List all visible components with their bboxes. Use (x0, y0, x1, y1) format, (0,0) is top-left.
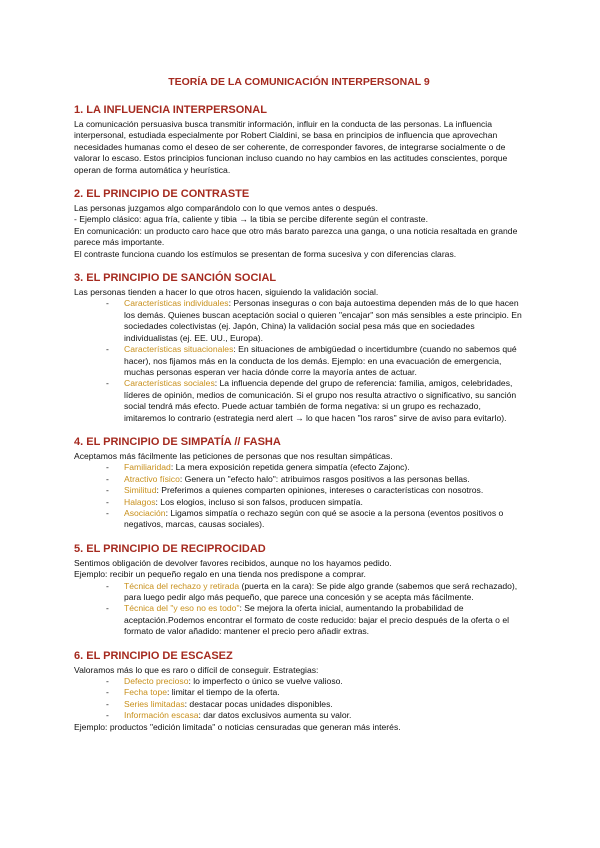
list-item (106, 508, 524, 531)
paragraph: En comunicación: un producto caro hace que otro más barato parezca una ganga, o una noticia resaltada en grande parece más importante. (74, 225, 518, 248)
section-heading: 2. EL PRINCIPIO DE CONTRASTE (74, 188, 250, 201)
bullet-list (74, 462, 524, 530)
list-item-term: Características individuales (124, 298, 229, 309)
list-item-term: Características situacionales (124, 344, 234, 355)
list-item-term: Información escasa (124, 710, 199, 721)
list-item-term: Características sociales (124, 378, 215, 389)
list-item-text: : destacar pocas unidades disponibles. (184, 698, 333, 709)
list-item (106, 710, 524, 721)
bullet-list (74, 581, 524, 638)
list-item-text: : Genera un "efecto halo": atribuimos rasgos positivos a las personas bellas. (179, 473, 470, 484)
list-item-term: Familiaridad (124, 462, 171, 473)
section-heading: 6. EL PRINCIPIO DE ESCASEZ (74, 649, 233, 662)
list-item-term: Técnica del rechazo y retirada (124, 580, 240, 591)
list-item-term: Fecha tope (124, 687, 167, 698)
list-item (106, 676, 524, 687)
paragraph: - Ejemplo clásico: agua fría, caliente y tibia → la tibia se percibe diferente según el contraste. (74, 214, 428, 225)
section-sancion-social (74, 272, 524, 424)
bullet-list (74, 298, 524, 423)
list-item (106, 603, 524, 637)
list-item-term: Halagos (124, 496, 156, 507)
section-simpatia (74, 436, 524, 531)
list-item-term: Series limitadas (124, 698, 185, 709)
paragraph: La comunicación persuasiva busca transmitir información, influir en la conducta de las personas. La influencia interpersonal, estudiada especialmente por Robert Cialdini, se basa en principios de influencia que aprovechan necesidades humanas como el deseo de ser coherente, de corresponder favores, de integrarse socialmente o de valorar lo escaso. Estos principios funcionan incluso cuando no hay cambios en las actitudes conscientes, porque operan de forma automática y heurística. (74, 119, 508, 175)
section-escasez (74, 650, 524, 733)
bullet-list (74, 676, 524, 722)
list-item-text: : limitar el tiempo de la oferta. (167, 687, 280, 698)
section-heading: 1. LA INFLUENCIA INTERPERSONAL (74, 104, 267, 116)
list-item (106, 474, 524, 485)
section-heading: 5. EL PRINCIPIO DE RECIPROCIDAD (74, 542, 266, 555)
list-item-term: Asociación (124, 507, 166, 518)
paragraph: Valoramos más lo que es raro o difícil de conseguir. Estrategias: (74, 664, 319, 675)
list-item (106, 462, 524, 473)
list-item-text: : Se mejora la oferta inicial, aumentando la probabilidad de aceptación.Podemos encontrar el formato de coste reducido: bajar el precio después de la oferta o el formato de valor añadido: mantener el precio pero añadir extras. (124, 603, 510, 637)
list-item-text: : dar datos exclusivos aumenta su valor. (198, 710, 352, 721)
list-item-term: Atractivo físico (124, 473, 180, 484)
list-item-text: : Los elogios, incluso si son falsos, producen simpatía. (155, 496, 363, 507)
list-item-text: : Ligamos simpatía o rechazo según con qué se asocie a la persona (eventos positivos o negativos, marcas, causas sociales). (124, 507, 504, 530)
list-item (106, 687, 524, 698)
list-item (106, 485, 524, 496)
paragraph: Ejemplo: productos "edición limitada" o noticias censuradas que generan más interés. (74, 721, 401, 732)
list-item-text: : En situaciones de ambigüedad o incertidumbre (cuando no sabemos qué hacer), nos fijamos más en la conducta de los demás. Ejemplo: en una evacuación de emergencia, muchas personas esperan ver hacia dónde corre la mayoría antes de actuar. (124, 344, 517, 377)
list-item (106, 298, 524, 344)
list-item-text: : La influencia depende del grupo de referencia: familia, amigos, celebridades, líderes de opinión, medios de comunicación. Si el grupo nos resulta atractivo o significativo, su sanción social tendrá más efecto. Puede actuar también de forma negativa: si un grupo es rechazado, imitaremos lo contrario (estrategia nerd alert → lo que hacen "los raros" sirve de aviso para evitarlo). (124, 378, 517, 423)
section-contraste (74, 188, 524, 260)
document-title: TEORÍA DE LA COMUNICACIÓN INTERPERSONAL 9 (168, 76, 430, 88)
list-item-text: : La mera exposición repetida genera simpatía (efecto Zajonc). (170, 462, 410, 473)
paragraph: Las personas tienden a hacer lo que otros hacen, siguiendo la validación social. (74, 287, 379, 298)
paragraph: Sentimos obligación de devolver favores recibidos, aunque no los hayamos pedido. (74, 557, 392, 568)
section-influencia (74, 104, 524, 176)
paragraph: Aceptamos más fácilmente las peticiones de personas que nos resultan simpáticas. (74, 450, 393, 461)
paragraph: El contraste funciona cuando los estímulos se presentan de forma sucesiva y con diferencias claras. (74, 248, 457, 259)
list-item (106, 699, 524, 710)
list-item (106, 378, 524, 424)
list-item (106, 497, 524, 508)
list-item-text: : Preferimos a quienes comparten opiniones, intereses o características con nosotros. (156, 485, 484, 496)
section-reciprocidad (74, 543, 524, 638)
section-heading: 3. EL PRINCIPIO DE SANCIÓN SOCIAL (74, 272, 277, 285)
list-item-text: (puerta en la cara): Se pide algo grande (sabemos que será rechazado), para luego pedir algo más pequeño, que parece una concesión y se acepta más fácilmente. (124, 580, 518, 602)
paragraph: Ejemplo: recibir un pequeño regalo en una tienda nos predispone a comprar. (74, 569, 366, 580)
list-item-term: Técnica del "y eso no es todo" (124, 603, 240, 614)
list-item (106, 344, 524, 378)
list-item (106, 581, 524, 604)
list-item-term: Defecto precioso (124, 676, 189, 687)
list-item-term: Similitud (124, 485, 157, 496)
section-heading: 4. EL PRINCIPIO DE SIMPATÍA // FASHA (74, 435, 281, 448)
list-item-text: : lo imperfecto o único se vuelve valioso. (188, 676, 343, 687)
paragraph: Las personas juzgamos algo comparándolo con lo que vemos antes o después. (74, 203, 378, 214)
list-item-text: : Personas inseguras o con baja autoestima dependen más de lo que hacen los demás. Quienes buscan aceptación social o quieren "encajar" son más sensibles a este principio. En sociedades colectivistas (ej. Japón, China) la validación social pesa más que en sociedades individualistas (ej. EE. UU., Europa). (124, 298, 522, 343)
